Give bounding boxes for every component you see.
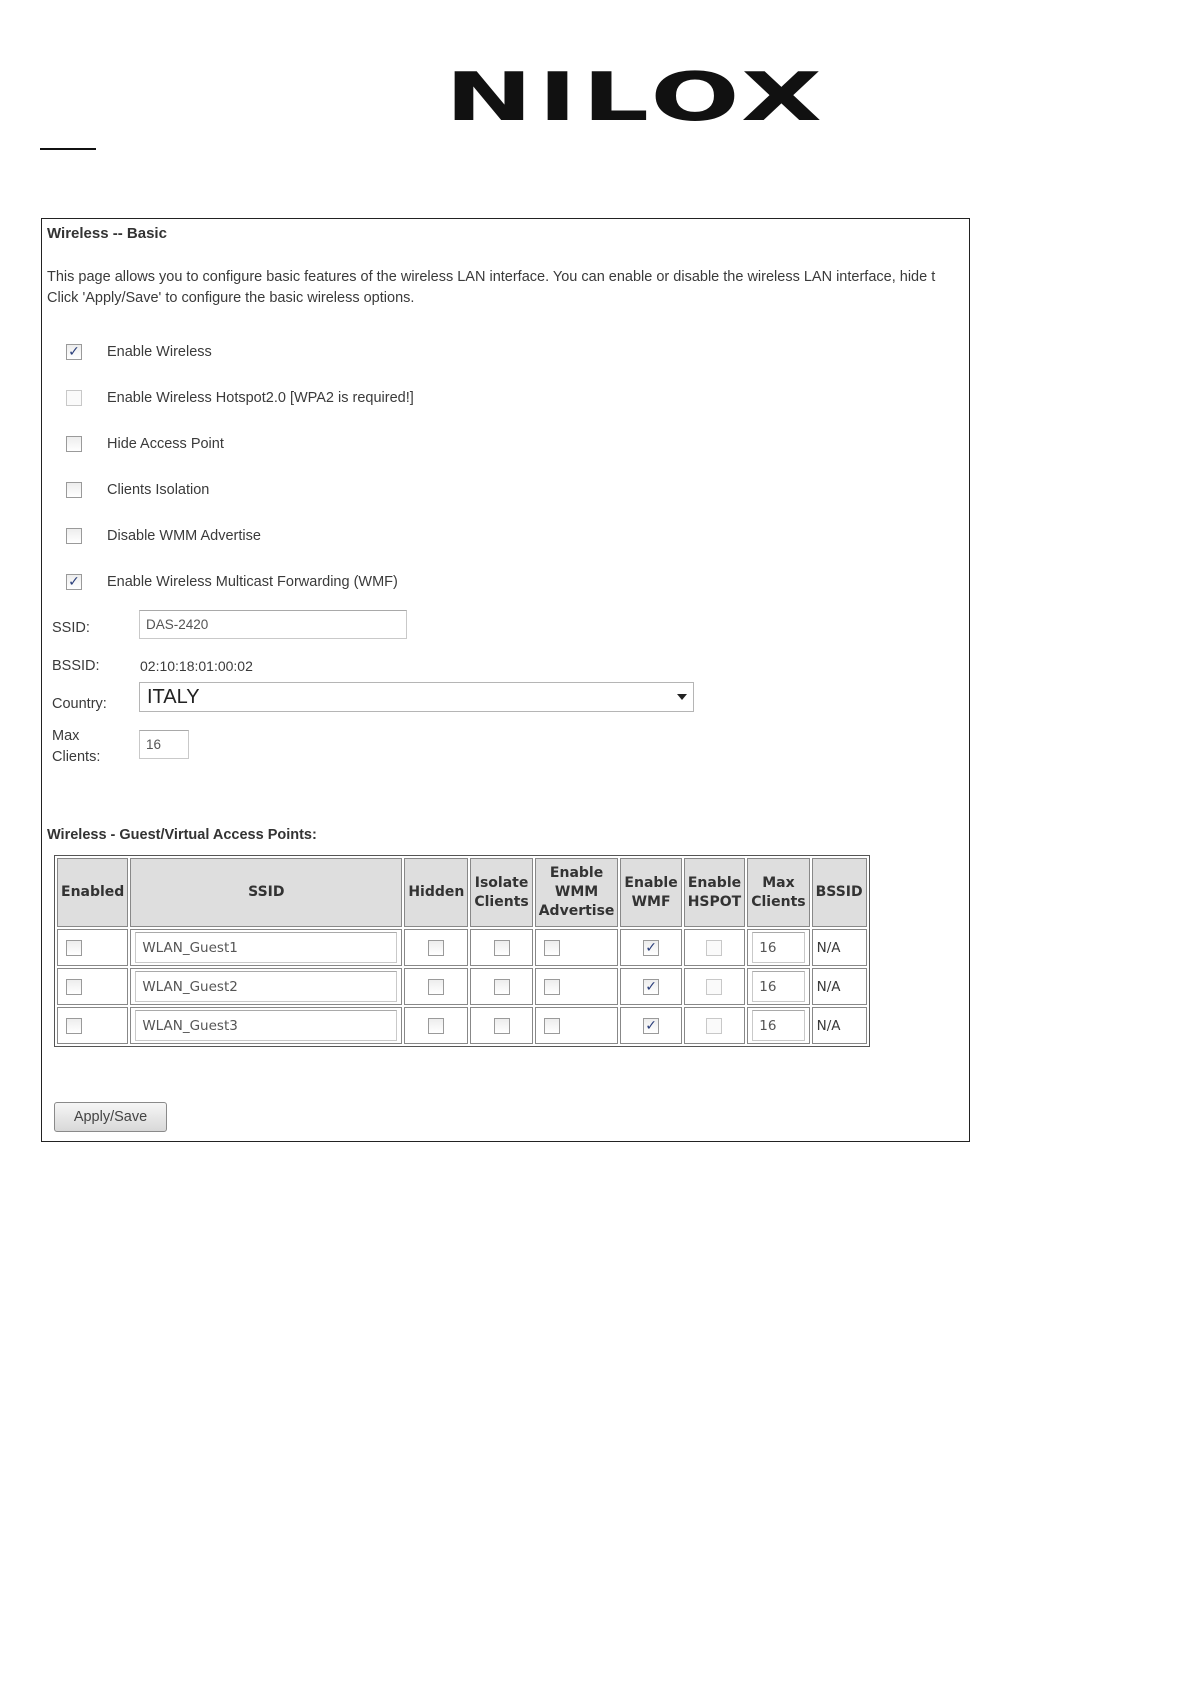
guest3-ssid-input[interactable]: WLAN_Guest3 xyxy=(135,1010,397,1041)
apply-save-button[interactable]: Apply/Save xyxy=(54,1102,167,1132)
guest3-bssid: N/A xyxy=(812,1007,867,1044)
col-max-line-1: Max xyxy=(762,874,795,891)
option-hide-access-point xyxy=(66,434,224,454)
col-wmm-line-1: Enable xyxy=(549,865,604,881)
intro-line-1: This page allows you to configure basic features of the wireless LAN interface. You can enable or disable the wireless LAN interface, hide t xyxy=(47,269,936,285)
guest1-max-clients-input[interactable]: 16 xyxy=(752,932,804,963)
guest-table-header xyxy=(57,858,867,927)
col-isolate-clients xyxy=(470,858,532,927)
col-enabled: Enabled xyxy=(57,858,128,927)
guest1-bssid: N/A xyxy=(812,929,867,966)
hotspot20-label: Enable Wireless Hotspot2.0 [WPA2 is required!] xyxy=(107,390,414,406)
enable-wireless-checkbox[interactable]: ✓ xyxy=(66,344,82,360)
guest3-wmf-checkbox[interactable]: ✓ xyxy=(643,1018,659,1034)
clients-isolation-checkbox[interactable] xyxy=(66,482,82,498)
max-clients-label-line-1: Max xyxy=(52,728,80,744)
guest2-bssid: N/A xyxy=(812,968,867,1005)
option-disable-wmm xyxy=(66,526,261,546)
option-wmf xyxy=(66,572,398,592)
intro-text xyxy=(47,267,935,309)
col-isolate-line-2: Clients xyxy=(474,893,529,910)
guest2-enabled-checkbox[interactable] xyxy=(66,979,82,995)
col-max-line-2: Clients xyxy=(751,893,806,910)
guest3-isolate-checkbox[interactable] xyxy=(494,1018,510,1034)
col-max-clients xyxy=(747,858,809,927)
guest2-hspot-checkbox[interactable] xyxy=(706,979,722,995)
disable-wmm-label: Disable WMM Advertise xyxy=(107,528,261,544)
guest3-hspot-checkbox[interactable] xyxy=(706,1018,722,1034)
guest-ap-table xyxy=(54,855,870,1047)
guest1-isolate-checkbox[interactable] xyxy=(494,940,510,956)
guest1-wmf-checkbox[interactable]: ✓ xyxy=(643,940,659,956)
logo-text: NILOX xyxy=(445,58,828,137)
hotspot20-checkbox[interactable] xyxy=(66,390,82,406)
wireless-basic-panel xyxy=(41,218,970,1142)
col-isolate-line-1: Isolate xyxy=(474,874,529,891)
option-clients-isolation xyxy=(66,480,209,500)
table-row xyxy=(57,968,867,1005)
header-rule xyxy=(40,148,96,150)
bssid-value: 02:10:18:01:00:02 xyxy=(140,658,253,674)
bssid-label: BSSID: xyxy=(52,658,100,674)
col-enable-hspot xyxy=(684,858,746,927)
col-wmm-line-3: Advertise xyxy=(538,903,615,919)
col-wmf-line-1: Enable xyxy=(624,874,678,891)
disable-wmm-checkbox[interactable] xyxy=(66,528,82,544)
col-wmm-line-2: WMM xyxy=(554,884,599,900)
guest1-hidden-checkbox[interactable] xyxy=(428,940,444,956)
guest3-max-clients-input[interactable]: 16 xyxy=(752,1010,804,1041)
clients-isolation-label: Clients Isolation xyxy=(107,482,210,498)
option-enable-wireless xyxy=(66,342,212,362)
country-label: Country: xyxy=(52,696,107,712)
guest-section-title: Wireless - Guest/Virtual Access Points: xyxy=(47,827,317,843)
enable-wireless-label: Enable Wireless xyxy=(107,344,212,360)
col-hspot-line-2: HSPOT xyxy=(687,893,742,910)
col-bssid: BSSID xyxy=(812,858,867,927)
hide-access-point-label: Hide Access Point xyxy=(107,436,224,452)
wmf-label: Enable Wireless Multicast Forwarding (WMF) xyxy=(107,574,398,590)
col-enable-wmf xyxy=(620,858,681,927)
table-row xyxy=(57,929,867,966)
guest3-hidden-checkbox[interactable] xyxy=(428,1018,444,1034)
max-clients-label-line-2: Clients: xyxy=(52,749,101,765)
guest3-wmm-checkbox[interactable] xyxy=(544,1018,560,1034)
col-ssid: SSID xyxy=(130,858,402,927)
col-wmf-line-2: WMF xyxy=(631,893,671,910)
wmf-checkbox[interactable]: ✓ xyxy=(66,574,82,590)
guest2-max-clients-input[interactable]: 16 xyxy=(752,971,804,1002)
page-title: Wireless -- Basic xyxy=(47,225,167,242)
guest1-ssid-input[interactable]: WLAN_Guest1 xyxy=(135,932,397,963)
max-clients-input[interactable]: 16 xyxy=(139,730,189,759)
max-clients-label xyxy=(52,726,100,768)
guest2-wmm-checkbox[interactable] xyxy=(544,979,560,995)
guest1-wmm-checkbox[interactable] xyxy=(544,940,560,956)
guest2-hidden-checkbox[interactable] xyxy=(428,979,444,995)
hide-access-point-checkbox[interactable] xyxy=(66,436,82,452)
nilox-logo xyxy=(445,58,828,137)
guest2-ssid-input[interactable]: WLAN_Guest2 xyxy=(135,971,397,1002)
col-hspot-line-1: Enable xyxy=(687,874,742,891)
col-enable-wmm xyxy=(535,858,619,927)
guest2-isolate-checkbox[interactable] xyxy=(494,979,510,995)
chevron-down-icon xyxy=(677,694,687,700)
table-row xyxy=(57,1007,867,1044)
guest1-enabled-checkbox[interactable] xyxy=(66,940,82,956)
ssid-label: SSID: xyxy=(52,620,90,636)
option-hotspot20 xyxy=(66,388,414,408)
guest3-enabled-checkbox[interactable] xyxy=(66,1018,82,1034)
ssid-input[interactable]: DAS-2420 xyxy=(139,610,407,639)
col-hidden: Hidden xyxy=(404,858,468,927)
guest2-wmf-checkbox[interactable]: ✓ xyxy=(643,979,659,995)
intro-line-2: Click 'Apply/Save' to configure the basic wireless options. xyxy=(47,290,415,306)
country-select[interactable] xyxy=(139,682,694,712)
country-selected-value: ITALY xyxy=(147,685,200,708)
guest1-hspot-checkbox[interactable] xyxy=(706,940,722,956)
